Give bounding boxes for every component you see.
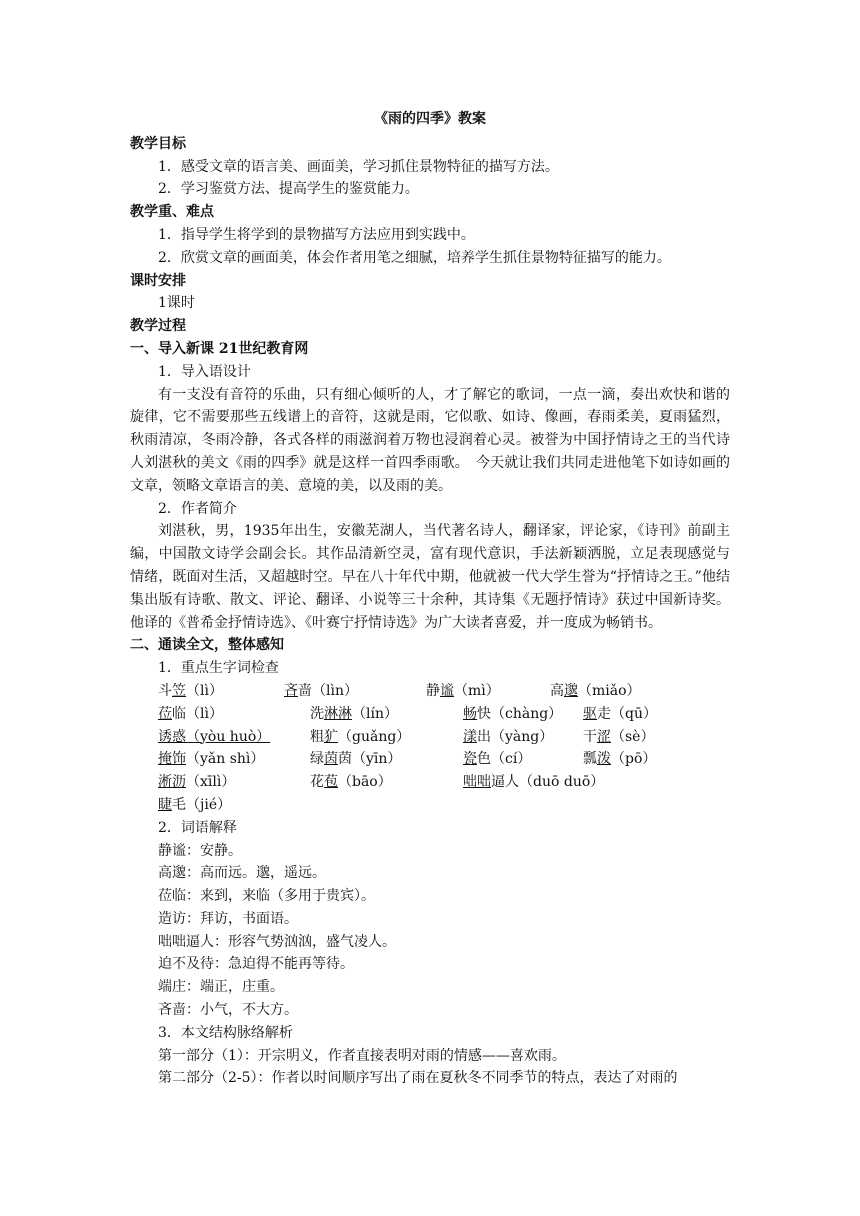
intro-paragraph: 有一支没有音符的乐曲，只有细心倾听的人，才了解它的歌词，一点一滴，奏出欢快和谐的旋律，它不需要那些五线谱上的音符，这就是雨，它似歌、如诗、像画，春雨柔美，夏雨猛烈，秋雨清凉，冬雨冷静，各式各样的雨滋润着万物也浸润着心灵。被誉为中国抒情诗之王的当代诗人刘湛秋的美文《雨的四季》就是这样一首四季雨歌。 今天就让我们共同走进他笔下如诗如画的文章，领略文章语言的美、意境的美，以及雨的美。 (130, 386, 730, 494)
author-paragraph: 刘湛秋，男，1935年出生，安徽芜湖人，当代著名诗人，翻译家，评论家，《诗刊》前副主编，中国散文诗学会副会长。其作品清新空灵，富有现代意识，手法新颖洒脱，立足表现感觉与情绪，既面对生活，又超越时空。早在八十年代中期，他就被一代大学生誉为“抒情诗之王。”他结集出版有诗歌、散文、评论、翻译、小说等三十余种，其诗集《无题抒情诗》获过中国新诗奖。他译的《普希金抒情诗选》、《叶赛宁抒情诗选》为广大读者喜爱，并一度成为畅销书。 (130, 523, 730, 631)
vocab-item: 畅快（chàng） (463, 705, 563, 722)
vocab-row (158, 794, 730, 817)
vocab-item: 绿茵茵（yīn） (310, 751, 402, 768)
definition-item: 莅临：来到，来临（多用于贵宾）。 (158, 888, 375, 905)
part2-subheading-definitions: 2．词语解释 (158, 819, 237, 836)
goal-item: 2．学习鉴赏方法、提高学生的鉴赏能力。 (158, 181, 419, 198)
definition-item: 吝啬：小气，不大方。 (158, 1002, 298, 1019)
section-heading-goals: 教学目标 (130, 135, 186, 152)
vocab-item: 驱走（qū） (583, 705, 657, 722)
vocab-item: 粗犷（guǎng） (310, 728, 411, 745)
part1-heading: 一、导入新课 21世纪教育网 (130, 340, 309, 357)
keypoint-item: 2．欣赏文章的画面美，体会作者用笔之细腻，培养学生抓住景物特征描写的能力。 (158, 249, 671, 266)
vocab-item: 斗笠（lì） (158, 682, 223, 699)
goal-item: 1．感受文章的语言美、画面美，学习抓住景物特征的描写方法。 (158, 158, 559, 175)
vocab-item: 掩饰（yǎn shì） (158, 751, 265, 768)
vocab-item: 花苞（bāo） (310, 774, 392, 791)
part1-subheading-intro: 1．导入语设计 (158, 363, 251, 380)
keypoint-item: 1．指导学生将学到的景物描写方法应用到实践中。 (158, 226, 475, 243)
vocab-item: 静谧（mì） (426, 682, 500, 699)
section-heading-keypoints: 教学重、难点 (130, 204, 214, 221)
vocab-row (158, 680, 730, 703)
vocab-row (158, 726, 730, 749)
vocab-item: 莅临（lì） (158, 705, 223, 722)
vocab-item: 干涩（sè） (583, 728, 655, 745)
vocab-item: 淅沥（xīlì） (158, 774, 236, 791)
vocab-table (130, 680, 730, 817)
vocab-item: 咄咄逼人（duō duō） (463, 774, 605, 791)
part1-subheading-author: 2．作者简介 (158, 500, 237, 517)
definition-item: 迫不及待：急迫得不能再等待。 (158, 956, 354, 973)
structure-item: 第二部分（2-5）：作者以时间顺序写出了雨在夏秋冬不同季节的特点，表达了对雨的 (158, 1070, 678, 1087)
vocab-item: 漾出（yàng） (463, 728, 554, 745)
definition-item: 高邈：高而远。邈，遥远。 (158, 865, 326, 882)
definition-item: 造访：拜访，书面语。 (158, 910, 298, 927)
section-heading-process: 教学过程 (130, 318, 186, 335)
vocab-row (158, 748, 730, 771)
vocab-item: 诱惑（yòu huò） (158, 728, 271, 745)
vocab-row (158, 771, 730, 794)
vocab-item: 瓢泼（pō） (583, 751, 657, 768)
structure-item: 第一部分（1）：开宗明义，作者直接表明对雨的情感——喜欢雨。 (158, 1047, 566, 1064)
definition-item: 端庄：端正，庄重。 (158, 979, 284, 996)
vocab-row (158, 703, 730, 726)
part2-heading: 二、通读全文，整体感知 (130, 637, 284, 654)
part2-subheading-structure: 3．本文结构脉络解析 (158, 1024, 293, 1041)
vocab-item: 睫毛（jié） (158, 796, 232, 813)
vocab-item: 吝啬（lìn） (284, 682, 358, 699)
document-page (130, 108, 730, 1090)
schedule-value: 1课时 (158, 295, 195, 312)
definition-item: 静谧：安静。 (158, 842, 242, 859)
vocab-item: 高邈（miǎo） (550, 682, 641, 699)
section-heading-schedule: 课时安排 (130, 272, 186, 289)
part2-subheading-vocab: 1．重点生字词检查 (158, 660, 279, 677)
vocab-item: 洗淋淋（lín） (310, 705, 398, 722)
vocab-item: 瓷色（cí） (463, 751, 532, 768)
definition-item: 咄咄逼人：形容气势汹汹，盛气凌人。 (158, 933, 396, 950)
document-title: 《雨的四季》教案 (374, 111, 486, 127)
